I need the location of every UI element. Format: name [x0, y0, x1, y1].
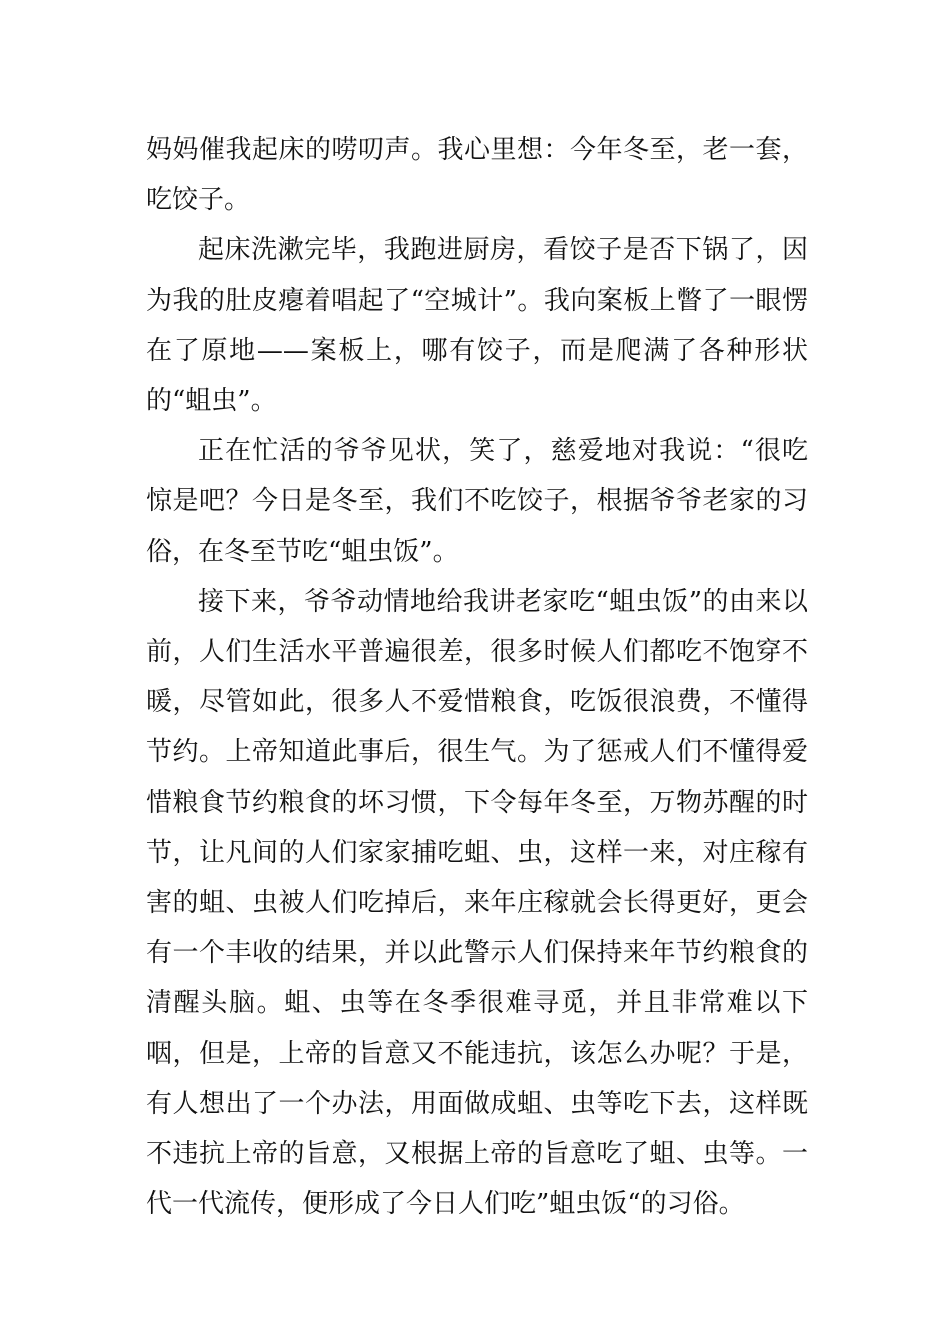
paragraph-2: 起床洗漱完毕，我跑进厨房，看饺子是否下锅了，因为我的肚皮瘪着唱起了“空城计”。我向案板上瞥了一眼愣在了原地——案板上，哪有饺子，而是爬满了各种形状的“蛆虫”。 — [146, 235, 808, 417]
body-text — [146, 125, 808, 1229]
paragraph-1: 妈妈催我起床的唠叨声。我心里想：今年冬至，老一套，吃饺子。 — [146, 135, 808, 216]
paragraph-3: 正在忙活的爷爷见状，笑了，慈爱地对我说：“很吃惊是吧？今日是冬至，我们不吃饺子，根据爷爷老家的习俗，在冬至节吃“蛆虫饭”。 — [146, 436, 808, 567]
paragraph-4: 接下来，爷爷动情地给我讲老家吃“蛆虫饭”的由来以前，人们生活水平普遍很差，很多时候人们都吃不饱穿不暖，尽管如此，很多人不爱惜粮食，吃饭很浪费，不懂得节约。上帝知道此事后，很生气。为了惩戒人们不懂得爱惜粮食节约粮食的坏习惯，下令每年冬至，万物苏醒的时节，让凡间的人们家家捕吃蛆、虫，这样一来，对庄稼有害的蛆、虫被人们吃掉后，来年庄稼就会长得更好，更会有一个丰收的结果，并以此警示人们保持来年节约粮食的清醒头脑。蛆、虫等在冬季很难寻觅，并且非常难以下咽，但是，上帝的旨意又不能违抗，该怎么办呢？于是，有人想出了一个办法，用面做成蛆、虫等吃下去，这样既不违抗上帝的旨意，又根据上帝的旨意吃了蛆、虫等。一代一代流传，便形成了今日人们吃”蛆虫饭“的习俗。 — [146, 586, 808, 1220]
